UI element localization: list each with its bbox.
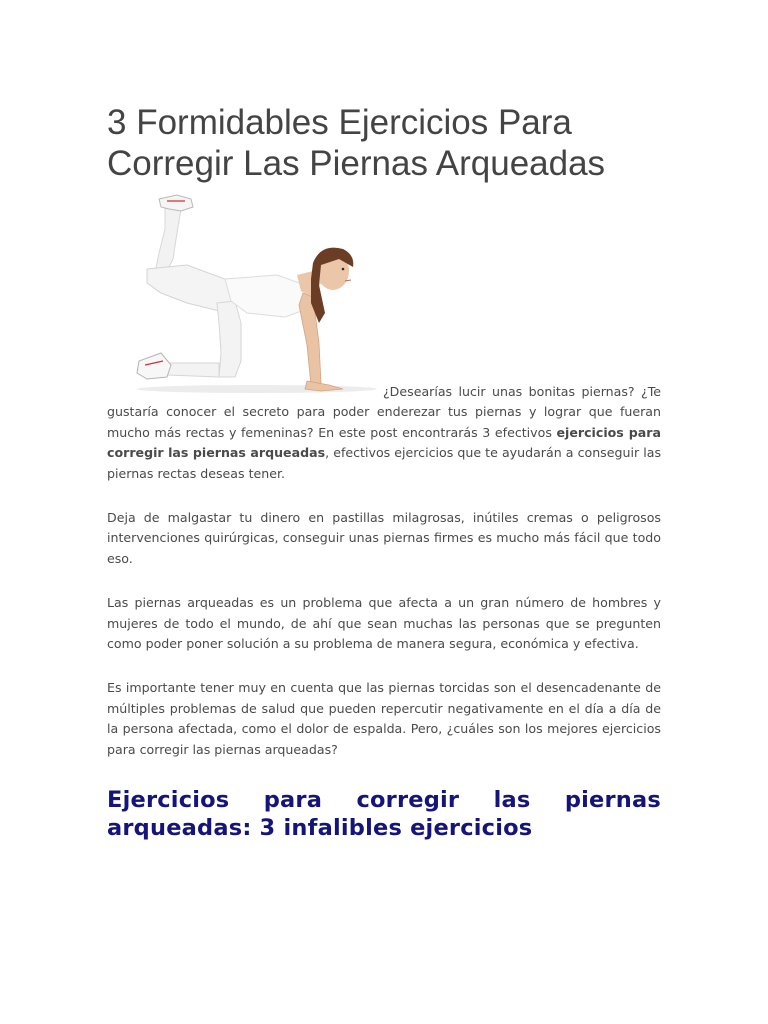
paragraph-3: Las piernas arqueadas es un problema que afecta a un gran número de hombres y mujeres de todo el mundo, de ahí que sean muchas las personas que se pregunten como poder poner solución a su problema de manera segura, económica y efectiva. — [107, 595, 661, 652]
document-page — [107, 102, 661, 842]
intro-bold-link-text: ejercicios para corregir las piernas arqueadas — [107, 424, 661, 461]
section-heading: Ejercicios para corregir las piernas arqueadas: 3 infalibles ejercicios — [107, 787, 661, 842]
figure-block — [107, 193, 661, 395]
exercise-photo — [107, 193, 383, 395]
intro-paragraph — [107, 382, 661, 484]
article-title: 3 Formidables Ejercicios Para Corregir Las Piernas Arqueadas — [107, 103, 606, 183]
intro-text-start: ¿Desearías lucir unas bonitas piernas? ¿Te gustaría conocer el secreto para poder enderezar tus piernas y lograr que fueran mucho más rectas y femeninas? En este post encontrarás 3 efectivos — [107, 384, 661, 440]
paragraph-4: Es importante tener muy en cuenta que las piernas torcidas son el desencadenante de múltiples problemas de salud que pueden repercutir negativamente en el día a día de la persona afectada, como el dolor de espalda. Pero, ¿cuáles son los mejores ejercicios para corregir las piernas arqueadas? — [107, 680, 661, 757]
intro-text-end: , efectivos ejercicios que te ayudarán a conseguir las piernas rectas deseas tener. — [107, 445, 661, 481]
paragraph-2: Deja de malgastar tu dinero en pastillas milagrosas, inútiles cremas o peligrosos intervenciones quirúrgicas, conseguir unas piernas firmes es mucho más fácil que todo eso. — [107, 510, 661, 566]
